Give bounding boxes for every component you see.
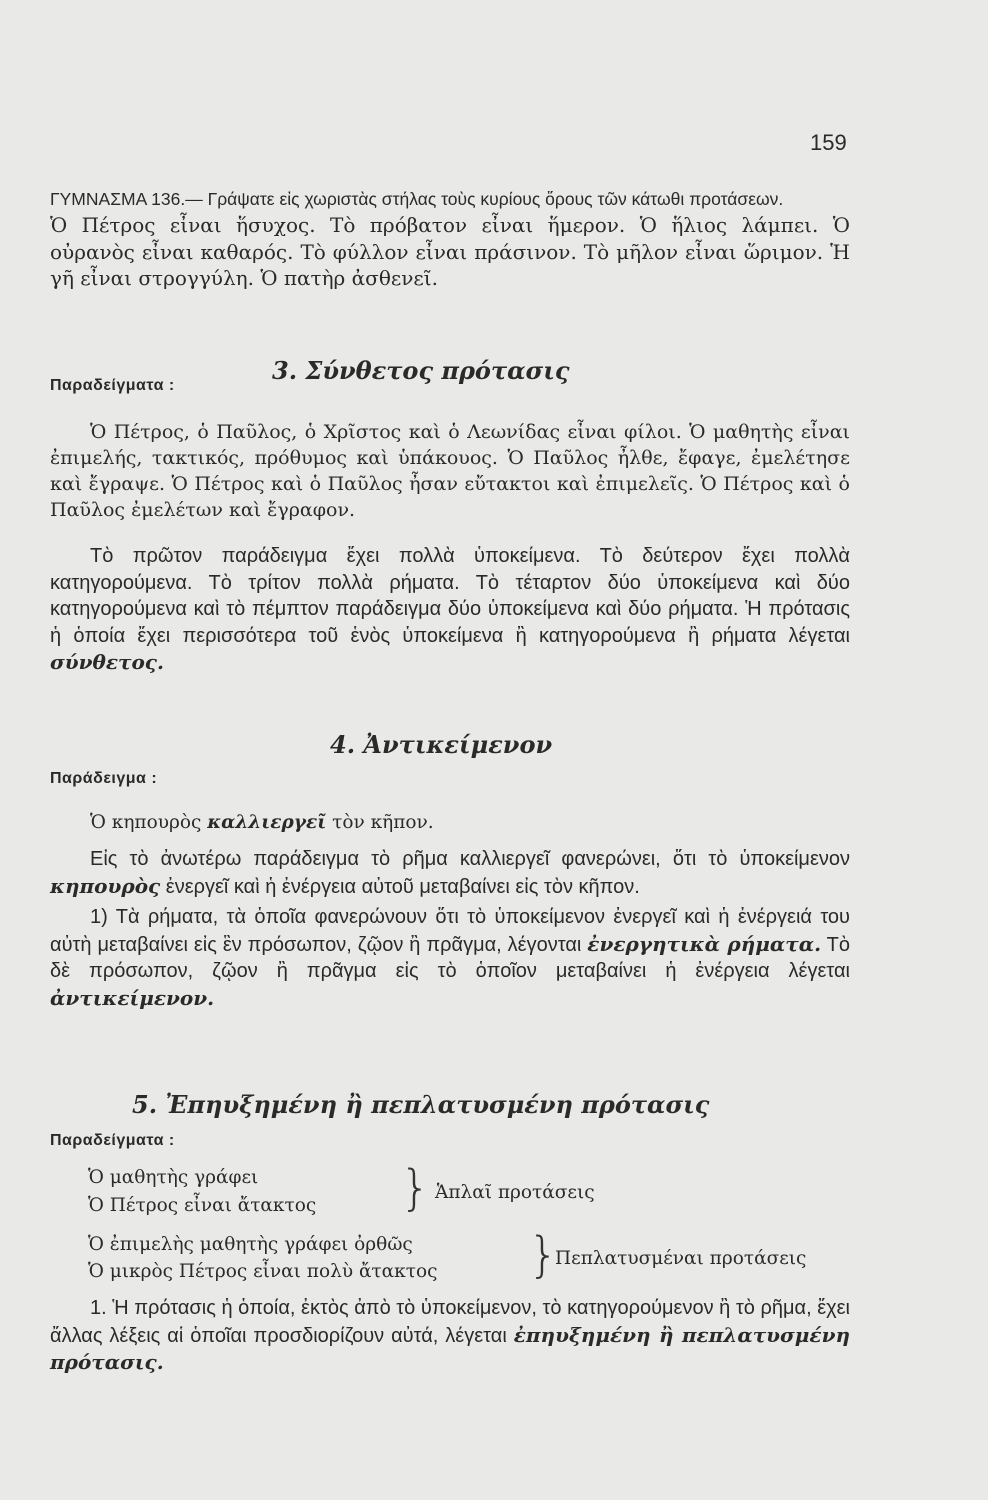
section-4-p2-a: 1) Τὰ ρήματα, τὰ ὁποῖα φανερώνουν ὅτι τὸ ὑποκείμενον ἐνεργεῖ καὶ ἡ ἐνέργειά του αὐτὴ μεταβαίνει εἰς ἓν πρόσωπον, ζῷον ἢ πρᾶγμα, λέγονται (50, 906, 850, 956)
exercise-text: Ὁ Πέτρος εἶναι ἥσυχος. Τὸ πρόβατον εἶναι ἥμερον. Ὁ ἥλιος λάμπει. Ὁ οὐρανὸς εἶναι καθαρός. Τὸ φύλλον εἶναι πράσινον. Τὸ μῆλον εἶναι ὥριμον. Ἡ γῆ εἶναι στρογγύλη. Ὁ πατὴρ ἀσθενεῖ. (50, 213, 850, 290)
section-4-example (50, 810, 850, 835)
example-object: τὸν κῆπον. (332, 812, 434, 833)
term-kipouros: κηπουρὸς (50, 873, 161, 898)
brace-extended: } (528, 1227, 559, 1283)
simple-group-label: Ἁπλαῖ προτάσεις (435, 1182, 595, 1203)
section-3-label: Παραδείγματα : (50, 377, 175, 394)
simple-example-1: Ὁ μαθητὴς γράφει (88, 1167, 259, 1188)
term-antikeimenon: ἀντικείμενον. (50, 985, 215, 1010)
brace-simple: } (400, 1160, 431, 1216)
extended-group-label: Πεπλατυσμέναι προτάσεις (555, 1248, 807, 1269)
section-3-example-text: Ὁ Πέτρος, ὁ Παῦλος, ὁ Χρῖστος καὶ ὁ Λεωνίδας εἶναι φίλοι. Ὁ μαθητὴς εἶναι ἐπιμελής, τακτικός, πρόθυμος καὶ ὑπάκουος. Ὁ Παῦλος ἦλθε, ἔφαγε, ἐμελέτησε καὶ ἔγραψε. Ὁ Πέτρος καὶ ὁ Παῦλος ἦσαν εὔτακτοι καὶ ἐπιμελεῖς. Ὁ Πέτρος καὶ ὁ Παῦλος ἐμελέτων καὶ ἔγραφον. (50, 421, 850, 521)
section-4-p1-b: ἐνεργεῖ καὶ ἡ ἐνέργεια αὐτοῦ μεταβαίνει εἰς τὸν κῆπον. (165, 875, 640, 898)
example-verb: καλλιεργεῖ (207, 812, 327, 833)
exercise-intro: ΓΥΜΝΑΣΜΑ 136.— Γράψατε εἰς χωριστὰς στήλας τοὺς κυρίους ὅρους τῶν κάτωθι προτάσεων. (50, 189, 784, 209)
section-5-rule (50, 1295, 850, 1377)
section-5-heading: 5. Ἐπηυξημένη ἢ πεπλατυσμένη πρότασις (132, 1090, 710, 1119)
extended-example-2: Ὁ μικρὸς Πέτρος εἶναι πολὺ ἄτακτος (88, 1261, 438, 1282)
section-3-heading: 3. Σύνθετος πρότασις (272, 356, 570, 385)
section-3-explanation (50, 543, 850, 677)
term-energitika-rimata: ἐνεργητικὰ ρήματα. (587, 931, 822, 956)
example-subject: Ὁ κηπουρὸς (90, 812, 202, 833)
section-4-label: Παράδειγμα : (50, 770, 158, 787)
exercise-136 (50, 188, 850, 292)
section-3-explanation-text (50, 543, 850, 677)
simple-example-2: Ὁ Πέτρος εἶναι ἄτακτος (88, 1195, 317, 1216)
section-5-rule-text (50, 1295, 850, 1377)
section-4-p1-a: Εἰς τὸ ἀνωτέρω παράδειγμα τὸ ρῆμα καλλιεργεῖ φανερώνει, ὅτι τὸ ὑποκείμενον (90, 848, 850, 870)
section-4-paragraph-1 (50, 846, 850, 900)
section-3-examples (50, 419, 850, 523)
section-5-label: Παραδείγματα : (50, 1132, 175, 1149)
section-3-explanation-body: Τὸ πρῶτον παράδειγμα ἔχει πολλὰ ὑποκείμενα. Τὸ δεύτερον ἔχει πολλὰ κατηγορούμενα. Τὸ τρίτον πολλὰ ρήματα. Τὸ τέταρτον δύο ὑποκείμενα καὶ δύο κατηγορούμενα καὶ τὸ πέμπτον παράδειγμα δύο ὑποκείμενα καὶ δύο ρήματα. Ἡ πρότασις ἡ ὁποία ἔχει περισσότερα τοῦ ἑνὸς ὑποκείμενα ἢ κατηγορούμενα ἢ ρήματα λέγεται (50, 545, 850, 647)
section-5-rule-body: 1. Ἡ πρότασις ἡ ὁποία, ἐκτὸς ἀπὸ τὸ ὑποκείμενον, τὸ κατηγορούμενον ἢ τὸ ρῆμα, ἔχει ἄλλας λέξεις αἱ ὁποῖαι προσδιορίζουν αὐτά, λέγεται (50, 1297, 850, 1347)
page-number: 159 (810, 130, 847, 155)
section-4-paragraph-2 (50, 904, 850, 1012)
section-4-body (50, 846, 850, 1012)
section-4-p2-b: Τὸ δὲ πρόσωπον, ζῷον ἢ πρᾶγμα εἰς τὸ ὁποῖον μεταβαίνει ἡ ἐνέργεια λέγεται (50, 933, 850, 982)
section-4-heading: 4. Ἀντικείμενον (330, 730, 553, 759)
extended-example-1: Ὁ ἐπιμελὴς μαθητὴς γράφει ὀρθῶς (88, 1234, 413, 1255)
term-synthetos: σύνθετος. (50, 650, 164, 674)
term-epiyxhmeni: ἐπηυξημένη ἢ πεπλατυσμένη πρότασις. (50, 1322, 851, 1374)
section-4-example-sentence (50, 810, 850, 835)
